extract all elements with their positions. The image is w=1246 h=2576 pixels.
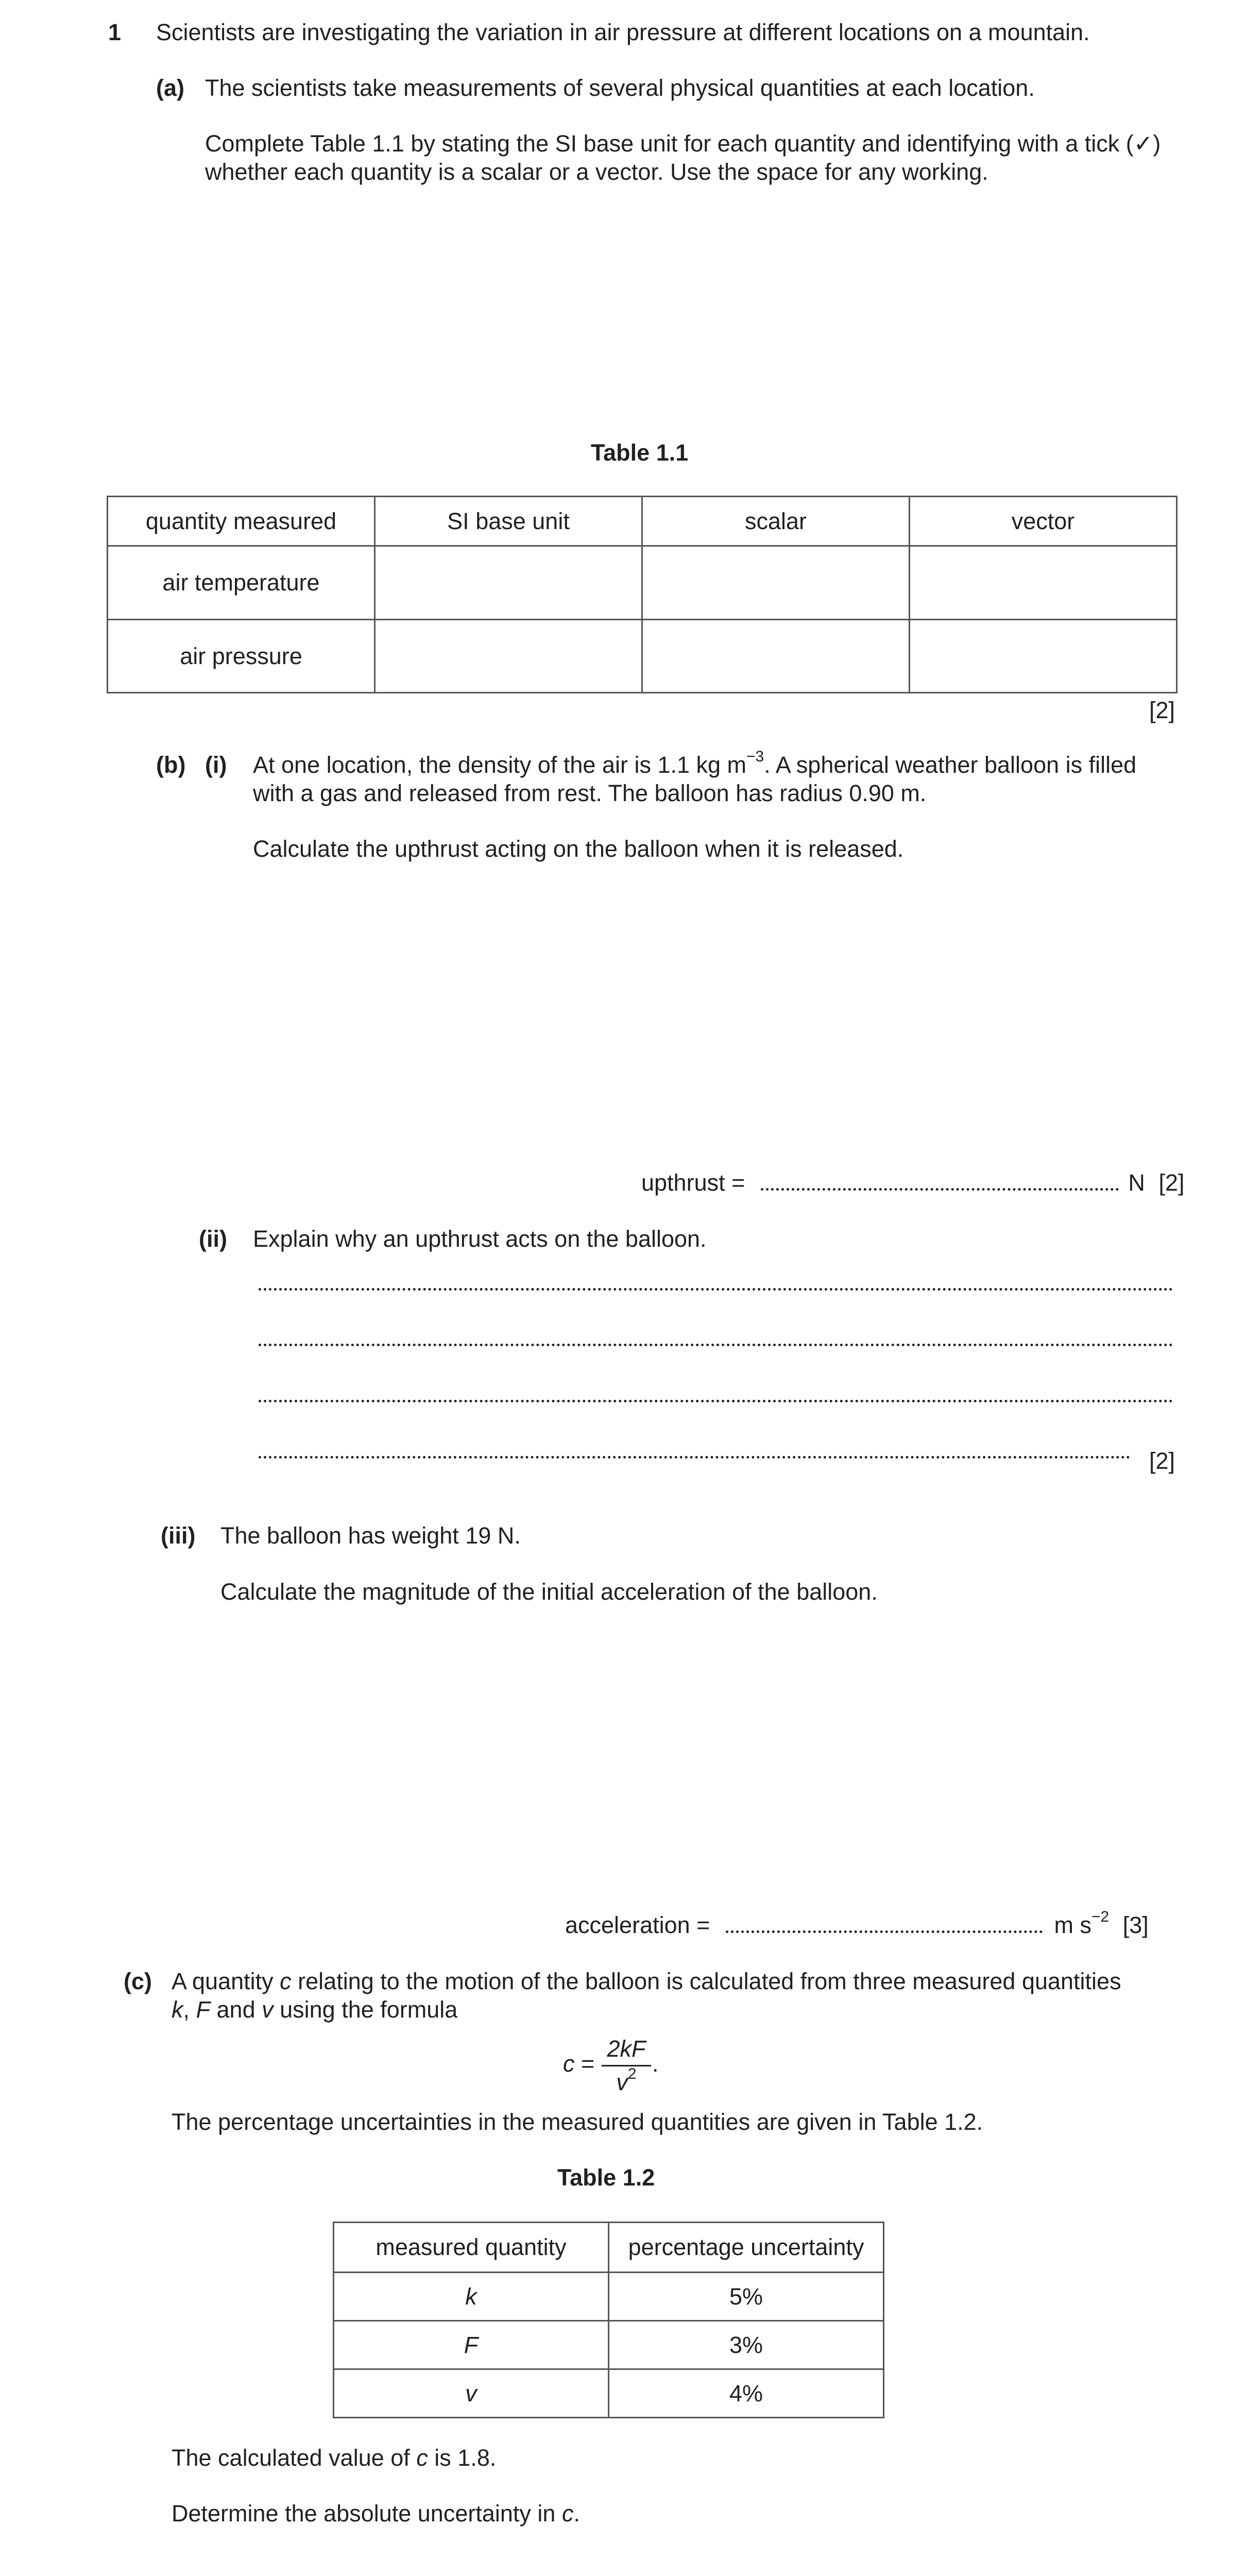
table-header-quantity: quantity measured (108, 497, 375, 546)
and-text: and (210, 1996, 262, 2023)
formula-denominator (602, 2065, 651, 2096)
answer-line-1[interactable] (259, 1288, 1173, 1291)
det-a: Determine the absolute uncertainty in (172, 2500, 562, 2527)
table-cell-k (334, 2273, 609, 2321)
table-1-1 (107, 496, 1177, 693)
question-intro: Scientists are investigating the variation in air pressure at different locations on a mountain. (156, 19, 1090, 45)
table-header-scalar: scalar (642, 497, 910, 546)
formula-var-c: c (563, 2050, 575, 2077)
table-1-2 (333, 2222, 884, 2418)
part-c-label: (c) (124, 1968, 152, 1994)
part-b-i-line1-sup: −3 (746, 748, 764, 765)
upthrust-answer-row (641, 1169, 1184, 1197)
table-cell-v-uncert: 4% (609, 2369, 884, 2418)
answer-cell-pressure-vector[interactable] (910, 620, 1177, 693)
answer-line-3[interactable] (259, 1400, 1173, 1402)
part-c-determine-text (172, 2500, 580, 2528)
part-b-i-line1 (253, 748, 1137, 779)
formula-fraction (602, 2035, 651, 2096)
det-var: c (561, 2500, 574, 2527)
acceleration-unit-sup: −2 (1091, 1908, 1110, 1925)
part-b-ii-label: (ii) (199, 1226, 227, 1252)
part-a-label: (a) (156, 75, 184, 101)
part-b-iii-instruction: Calculate the magnitude of the initial acceleration of the balloon. (220, 1579, 878, 1605)
sep: , (183, 1996, 196, 2023)
table-cell-v (334, 2369, 609, 2418)
calc-a: The calculated value of (172, 2445, 417, 2471)
upthrust-marks: [2] (1158, 1170, 1185, 1196)
acceleration-marks: [3] (1122, 1912, 1149, 1938)
answer-cell-pressure-unit[interactable] (375, 620, 642, 693)
acceleration-unit-base: m s (1054, 1912, 1091, 1938)
answer-cell-temperature-unit[interactable] (375, 546, 642, 620)
part-b-i-line1-b: . A spherical weather balloon is filled (764, 752, 1137, 778)
table-header-percentage-uncertainty: percentage uncertainty (609, 2223, 884, 2273)
part-c-line2-rest: using the formula (273, 1996, 458, 2023)
det-b: . (573, 2500, 580, 2527)
table-1-2-title: Table 1.2 (557, 2164, 655, 2191)
acceleration-answer-line[interactable] (726, 1915, 1043, 1933)
var-k: k (172, 1996, 183, 2023)
upthrust-unit: N (1128, 1170, 1145, 1196)
part-b-ii-text: Explain why an upthrust acts on the balloon. (253, 1226, 707, 1252)
var-F: F (196, 1996, 211, 2023)
answer-line-2[interactable] (259, 1344, 1173, 1346)
cell-v: v (465, 2380, 477, 2406)
part-c-line1-b: relating to the motion of the balloon is calculated from three measured quantities (291, 1968, 1121, 1994)
part-b-i-line1-a: At one location, the density of the air is 1.1 kg m (253, 752, 747, 778)
formula-numerator (602, 2035, 651, 2063)
part-b-i-instruction: Calculate the upthrust acting on the balloon when it is released. (253, 836, 904, 862)
calc-var: c (416, 2445, 428, 2471)
answer-cell-temperature-vector[interactable] (910, 546, 1177, 620)
acceleration-answer-row (565, 1908, 1149, 1939)
table-cell-air-temperature: air temperature (108, 546, 375, 620)
part-c-calc-text (172, 2444, 496, 2472)
acceleration-unit (1054, 1908, 1110, 1938)
part-c-line1-a: A quantity (172, 1968, 280, 1994)
part-b-i-line2: with a gas and released from rest. The balloon has radius 0.90 m. (253, 780, 927, 806)
part-a-marks: [2] (1149, 697, 1175, 723)
part-b-iii-label: (iii) (161, 1522, 196, 1549)
cell-F: F (464, 2331, 479, 2358)
table-header-measured-quantity: measured quantity (334, 2223, 609, 2273)
part-b-i-label: (i) (205, 752, 227, 778)
var-v: v (262, 1996, 274, 2023)
question-number: 1 (108, 19, 122, 45)
part-c-line1 (172, 1968, 1121, 1995)
part-a-instruction-line2: whether each quantity is a scalar or a vector. Use the space for any working. (205, 159, 988, 185)
acceleration-label: acceleration = (565, 1912, 710, 1938)
part-c-line2 (172, 1996, 457, 2024)
part-c-uncert-text: The percentage uncertainties in the measured quantities are given in Table 1.2. (172, 2109, 983, 2135)
formula-lhs: c = (563, 2050, 595, 2077)
fraction-bar (602, 2065, 651, 2066)
formula-num: 2kF (607, 2036, 646, 2062)
part-a-instruction-line1: Complete Table 1.1 by stating the SI base unit for each quantity and identifying with a tick (✓) (205, 130, 1161, 157)
cell-k: k (465, 2283, 477, 2310)
upthrust-answer-line[interactable] (761, 1173, 1119, 1191)
table-header-si-unit: SI base unit (375, 497, 642, 546)
upthrust-label: upthrust = (641, 1170, 745, 1196)
answer-line-4[interactable] (259, 1456, 1130, 1459)
formula-end: . (652, 2050, 659, 2077)
table-cell-F-uncert: 3% (609, 2321, 884, 2369)
table-cell-F (334, 2321, 609, 2369)
part-a-text: The scientists take measurements of several physical quantities at each location. (205, 75, 1035, 101)
table-cell-air-pressure: air pressure (108, 620, 375, 693)
formula-den: v (616, 2069, 628, 2095)
formula-den-sup: 2 (627, 2065, 637, 2082)
answer-cell-temperature-scalar[interactable] (642, 546, 910, 620)
table-1-1-title: Table 1.1 (591, 439, 689, 466)
part-b-iii-text: The balloon has weight 19 N. (220, 1522, 521, 1549)
part-b-ii-marks: [2] (1149, 1448, 1175, 1474)
calc-b: is 1.8. (428, 2445, 497, 2471)
table-header-vector: vector (910, 497, 1177, 546)
answer-cell-pressure-scalar[interactable] (642, 620, 910, 693)
table-cell-k-uncert: 5% (609, 2273, 884, 2321)
part-b-label: (b) (156, 752, 186, 778)
var-c: c (280, 1968, 292, 1994)
